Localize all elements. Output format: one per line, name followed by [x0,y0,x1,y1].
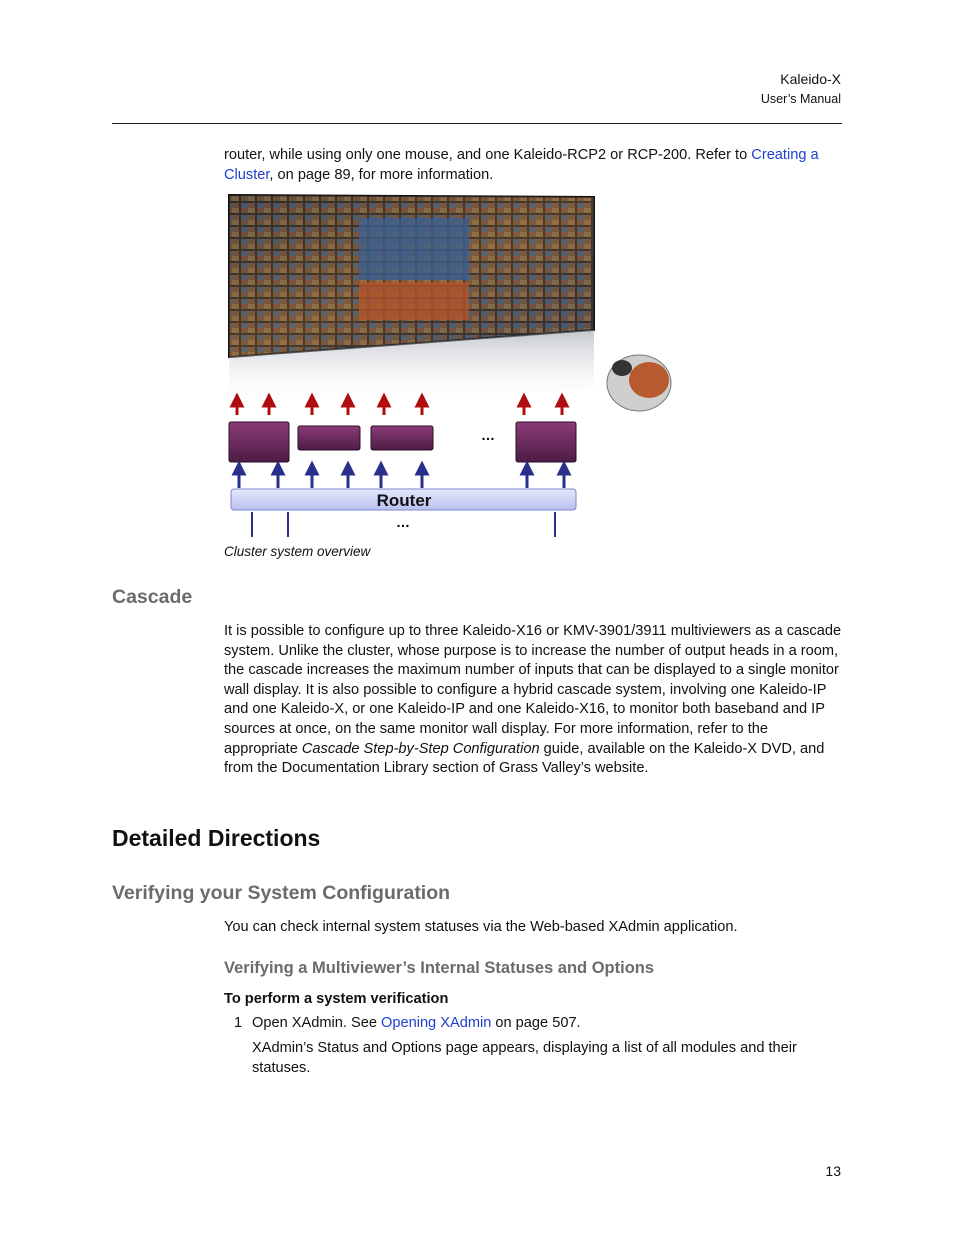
step-number: 1 [234,1015,243,1031]
step-1 [252,1015,842,1031]
input-arrows [239,468,564,488]
cluster-figure [224,190,684,540]
cascade-text: It is possible to configure up to three Kaleido-X16 or KMV-3901/3911 multiviewers as a cascade system. Unlike the cluster, whose purpose is to increase the number of output heads in a room, the cascade increases the maximum number of inputs that can be displayed to a single monitor wall display. It is also possible to configure a hybrid cascade system, involving one Kaleido-IP and one Kaleido-X, or one Kaleido-IP and one Kaleido-X16, to monitor both baseband and IP sources at once, on the same monitor wall display. For more information, refer to the appropriate [224,623,842,757]
verify-paragraph: You can check internal system statuses via the Web-based XAdmin application. [224,919,738,935]
units-ellipsis: … [481,427,495,443]
opening-xadmin-link[interactable]: Opening XAdmin [381,1015,492,1031]
step-result: XAdmin’s Status and Options page appears, displaying a list of all modules and their statuses. [252,1040,797,1076]
detailed-directions-heading: Detailed Directions [112,825,321,851]
multiviewer-units [229,422,576,462]
step-text-end: on page 507. [491,1015,581,1031]
inputs-ellipsis: … [396,514,410,530]
verify-heading: Verifying your System Configuration [112,882,451,904]
page-number: 13 [825,1163,841,1179]
router-label: Router [376,491,432,510]
cascade-text-end: guide, available on the Kaleido-X DVD, and from the Documentation Library section of Grass Valley’s website. [224,740,825,777]
intro-text-end: , on page 89, for more information. [269,166,494,183]
creating-cluster-link[interactable]: Creating a Cluster [224,147,819,183]
intro-text: router, while using only one mouse, and one Kaleido-RCP2 or RCP-200. Refer to [224,147,752,163]
figure-caption: Cluster system overview [224,544,371,559]
cascade-heading: Cascade [112,586,193,608]
header-manual: User’s Manual [760,92,841,106]
intro-paragraph [224,146,842,185]
header-product: Kaleido-X [780,71,841,87]
procedure-title: To perform a system verification [224,991,449,1007]
cascade-paragraph [224,622,842,779]
header-rule [112,123,842,124]
monitor-wall [229,195,594,405]
cascade-guide-title: Cascade Step-by-Step Configuration [301,740,540,757]
cluster-diagram [224,190,684,540]
step-text: Open XAdmin. See [252,1015,381,1031]
mouse-image [607,355,671,411]
verify-subheading: Verifying a Multiviewer’s Internal Statuses and Options [224,959,655,977]
